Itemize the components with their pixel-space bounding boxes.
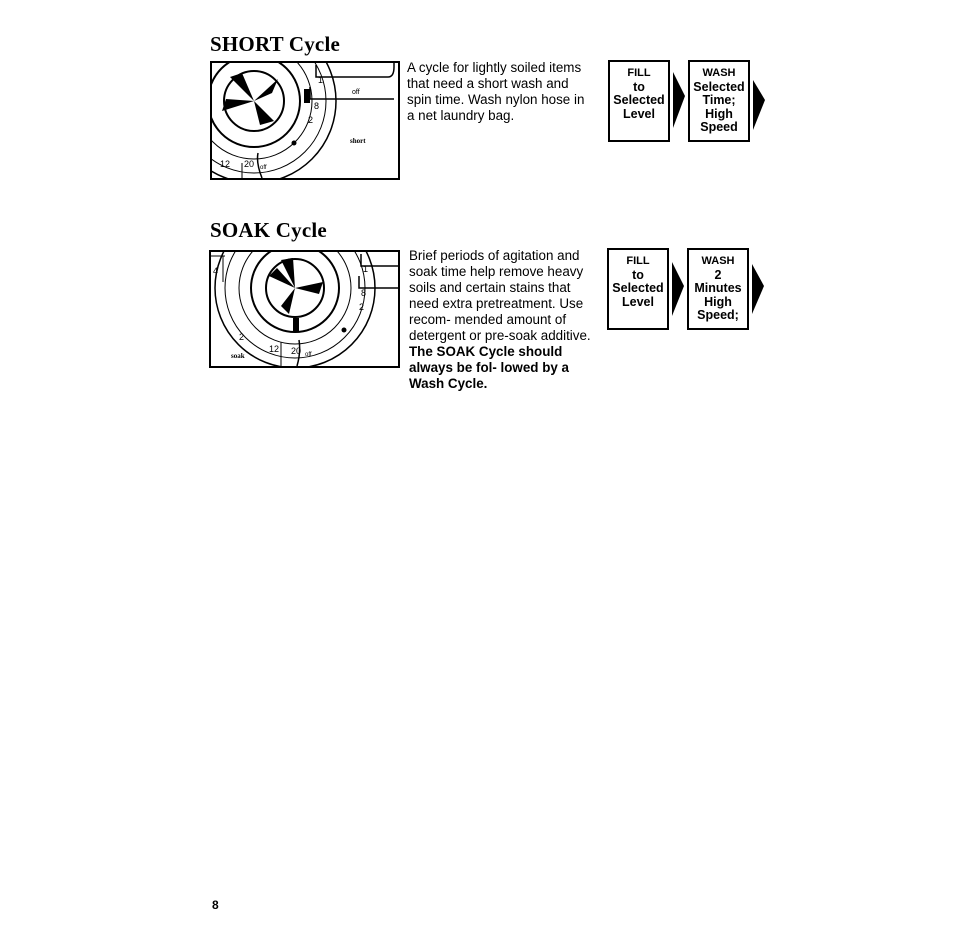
short-cycle-description xyxy=(407,60,589,124)
dial-label-1: 1 xyxy=(318,75,324,85)
page-number: 8 xyxy=(212,898,219,912)
short-cycle-description-text: A cycle for lightly soiled items that need a short wash and spin time. Wash nylon hose in a net laundry bag. xyxy=(407,60,585,123)
dial-label-2: 2 xyxy=(308,115,314,125)
step-arrow-icon xyxy=(671,262,685,316)
dial-label-off-lower: off xyxy=(260,165,267,171)
dial-label-8: 8 xyxy=(314,101,320,111)
step-head: WASH xyxy=(702,67,736,79)
step-line: Level xyxy=(623,106,655,121)
short-wash-step-box xyxy=(688,60,750,142)
step-line: Time; xyxy=(702,93,736,107)
step-line: Speed xyxy=(700,120,738,134)
step-head: FILL xyxy=(626,255,650,267)
dial-label-short: short xyxy=(350,137,366,145)
soak-cycle-title: SOAK Cycle xyxy=(210,218,327,242)
soak-cycle-warning: The SOAK Cycle should always be fol- lowed by a Wash Cycle. xyxy=(409,344,569,391)
dial-label-1: 1 xyxy=(363,264,369,274)
dial-label-soak: soak xyxy=(231,352,245,360)
step-head: WASH xyxy=(701,255,735,267)
dial-label-2-right: 2 xyxy=(359,302,365,312)
step-line: to xyxy=(633,79,645,94)
step-line: Minutes xyxy=(694,281,742,295)
step-line: Selected xyxy=(613,93,665,107)
step-arrow-icon xyxy=(751,264,765,314)
dial-label-12: 12 xyxy=(269,344,280,354)
soak-fill-step-box xyxy=(607,248,669,330)
step-line: High xyxy=(704,294,732,309)
dial-label-off: off xyxy=(352,89,360,96)
dial-label-20: 20 xyxy=(291,346,302,356)
soak-cycle-description xyxy=(409,248,593,392)
step-head: FILL xyxy=(627,67,651,79)
step-arrow-icon xyxy=(752,80,766,130)
step-line: 2 xyxy=(714,267,722,282)
dial-label-off: off xyxy=(305,352,312,358)
step-line: Selected xyxy=(612,281,664,295)
soak-wash-step-box xyxy=(687,248,749,330)
timer-dial-drawing xyxy=(212,63,398,178)
soak-cycle-dial-illustration xyxy=(209,250,400,368)
step-line: Selected xyxy=(693,79,745,94)
short-cycle-title: SHORT Cycle xyxy=(210,32,340,56)
timer-dial-drawing xyxy=(211,252,398,366)
dial-label-4: 4 xyxy=(213,266,219,276)
dial-label-12: 12 xyxy=(220,159,231,169)
dial-label-2-left: 2 xyxy=(239,332,245,342)
step-arrow-icon xyxy=(672,72,686,128)
short-cycle-dial-illustration xyxy=(210,61,400,180)
short-fill-step-box xyxy=(608,60,670,142)
dial-label-8: 8 xyxy=(361,288,367,298)
dial-label-20: 20 xyxy=(244,159,255,169)
soak-cycle-description-text: Brief periods of agitation and soak time help remove heavy soils and certain stains that need extra pretreatment. Use recom- mended amount of detergent or pre-soak additive. xyxy=(409,248,591,343)
step-line: Level xyxy=(622,294,654,309)
step-line: Speed; xyxy=(697,308,739,322)
step-line: to xyxy=(632,267,644,282)
step-line: High xyxy=(705,106,733,121)
